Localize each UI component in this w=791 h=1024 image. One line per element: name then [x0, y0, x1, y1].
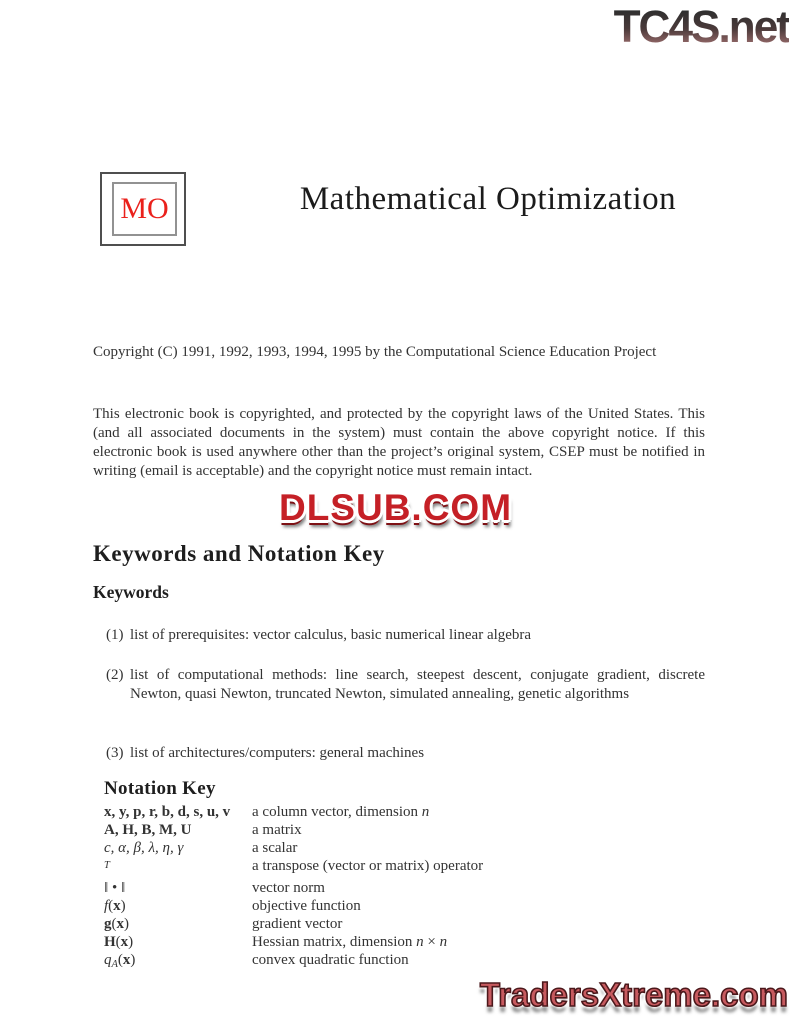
notation-segment: ) [120, 898, 126, 914]
notation-symbol [104, 951, 252, 974]
notation-segment: g [104, 916, 112, 932]
notation-row [104, 857, 704, 879]
notation-symbol [104, 933, 252, 951]
notation-description [252, 803, 704, 821]
notation-segment: ) [124, 916, 129, 932]
notation-segment: Hessian matrix, dimension [252, 934, 417, 950]
list-item-text: list of computational methods: line search, steepest descent, conjugate gradient, discrete Newton, quasi Newton, truncated Newton, simulated annealing, genetic algorithms [130, 667, 705, 702]
notation-segment: x [120, 934, 129, 950]
notation-row [104, 933, 704, 951]
notation-segment: A [111, 959, 118, 970]
list-item-number: (2) [106, 667, 124, 683]
notation-segment: ( [117, 952, 123, 968]
notation-segment: ( [111, 916, 117, 932]
notation-segment: a transpose (vector or matrix) operator [252, 858, 484, 874]
notation-description [252, 933, 704, 951]
list-item-text: list of prerequisites: vector calculus, basic numerical linear algebra [130, 627, 532, 643]
copyright-notice-paragraph: This electronic book is copyrighted, and protected by the copyright laws of the United States. This (and all associated documents in the system) must contain the above copyright notice. If this electronic book is used anywhere other than the project’s original system, CSEP must be notified in writing (email is acceptable) and the copyright notice must remain intact. [93, 406, 705, 479]
notation-segment: objective function [252, 898, 361, 914]
notation-row [104, 839, 704, 857]
notation-row [104, 879, 704, 897]
notation-segment: n [439, 934, 448, 950]
notation-segment: a scalar [252, 840, 298, 856]
tc4s-watermark-logo: TC4S.net [613, 1, 789, 52]
mo-logo-inner-frame [112, 182, 177, 236]
notation-segment: gradient vector [252, 916, 343, 932]
notation-row [104, 915, 704, 933]
notation-segment: x [113, 898, 121, 914]
notation-segment: x [116, 916, 124, 932]
dlsub-watermark-logo: DLSUB.COM [278, 487, 513, 528]
notation-description [252, 821, 704, 839]
notation-description [252, 839, 704, 857]
notation-segment: convex quadratic function [252, 952, 409, 968]
notation-segment: ‖ • ‖ [104, 880, 126, 896]
notation-description [252, 915, 704, 933]
notation-segment: x [122, 952, 131, 968]
keywords-list-item [93, 744, 705, 763]
notation-symbol [104, 879, 252, 897]
notation-segment: q [104, 952, 112, 968]
notation-segment: f [104, 898, 109, 914]
notation-segment: vector norm [252, 880, 325, 896]
notation-segment: H [104, 934, 116, 950]
list-item-number: (3) [106, 745, 124, 761]
notation-key-heading: Notation Key [104, 778, 216, 799]
notation-symbol [104, 839, 252, 857]
notation-segment: T [104, 860, 110, 871]
keywords-list-item [93, 626, 705, 645]
notation-row [104, 803, 704, 821]
notation-symbol [104, 915, 252, 933]
notation-description [252, 951, 704, 974]
section-heading: Keywords and Notation Key [93, 541, 385, 566]
notation-key-table [104, 803, 704, 974]
copyright-line: Copyright (C) 1991, 1992, 1993, 1994, 1995 by the Computational Science Education Project [93, 344, 657, 360]
notation-segment: A, H, B, M, U [104, 822, 192, 838]
keywords-list-item [93, 666, 705, 704]
notation-segment: a column vector, dimension [252, 804, 422, 820]
notation-segment: a matrix [252, 822, 302, 838]
notation-description [252, 857, 704, 879]
notation-description [252, 897, 704, 915]
notation-row [104, 897, 704, 915]
notation-symbol [104, 857, 252, 879]
keywords-heading: Keywords [93, 582, 169, 602]
notation-segment: ( [108, 898, 114, 914]
list-item-text: list of architectures/computers: general machines [130, 745, 425, 761]
notation-row [104, 951, 704, 974]
notation-segment: × [423, 934, 440, 950]
notation-segment: c, α, β, λ, η, γ [104, 840, 184, 856]
notation-segment: ) [128, 934, 134, 950]
notation-symbol [104, 897, 252, 915]
notation-segment: n [416, 934, 424, 950]
notation-description [252, 879, 704, 897]
notation-row [104, 821, 704, 839]
notation-segment: x, y, p, r, b, d, s, u, v [104, 804, 231, 820]
notation-symbol [104, 821, 252, 839]
notation-symbol [104, 803, 252, 821]
mo-logo-box [100, 172, 186, 246]
list-item-number: (1) [106, 627, 124, 643]
notation-segment: ( [115, 934, 121, 950]
notation-segment: ) [130, 952, 136, 968]
mo-logo-text: MO [120, 192, 169, 225]
tradersxtreme-watermark-logo: TradersXtreme.com [479, 976, 788, 1013]
notation-segment: n [421, 804, 430, 820]
document-title: Mathematical Optimization [299, 181, 677, 217]
